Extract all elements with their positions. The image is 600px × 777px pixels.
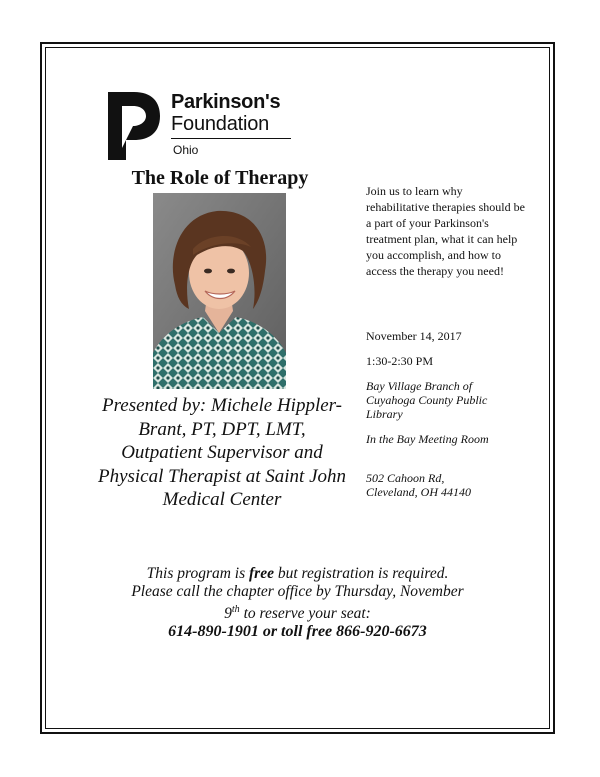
footer-line-1	[60, 565, 535, 583]
foundation-logo-icon	[104, 86, 164, 160]
event-address	[366, 471, 516, 499]
event-room: In the Bay Meeting Room	[366, 432, 489, 446]
footer-deadline-day: 9	[224, 605, 232, 623]
footer-free-emphasis: free	[249, 565, 274, 582]
event-time: 1:30-2:30 PM	[366, 354, 434, 368]
phone-numbers: 614-890-1901 or toll free 866-920-6673	[168, 623, 427, 641]
logo-name: Parkinson's	[171, 91, 281, 113]
address-line-2: Cleveland, OH 44140	[366, 485, 471, 499]
presenter-photo	[153, 193, 286, 389]
presenter-portrait-image	[153, 193, 286, 389]
logo-subtitle: Foundation	[171, 113, 270, 135]
presenter-credit: Presented by: Michele Hippler-Brant, PT, DPT, LMT, Outpatient Supervisor and Physical Therapist at Saint John Medical Center	[97, 395, 347, 510]
event-intro	[366, 183, 526, 279]
event-date: November 14, 2017	[366, 329, 462, 343]
footer-line-3-rest: to reserve your seat:	[239, 605, 371, 623]
intro-text: Join us to learn why rehabilitative therapies should be a part of your Parkinson's treatment plan, what it can help you accomplish, and how to access the therapy you need!	[366, 184, 525, 278]
footer-line-1-post: but registration is required.	[273, 565, 449, 582]
footer-deadline-suffix: th	[231, 604, 240, 615]
registration-notice	[60, 565, 535, 641]
logo-divider	[171, 138, 291, 139]
footer-line-1-pre: This program is	[146, 565, 250, 582]
address-line-1: 502 Cahoon Rd,	[366, 471, 445, 485]
logo-region: Ohio	[173, 143, 199, 157]
event-venue: Bay Village Branch of Cuyahoga County Public Library	[366, 379, 488, 421]
parkinsons-foundation-logo	[104, 86, 324, 166]
footer-line-3	[60, 601, 535, 623]
footer-line-2: Please call the chapter office by Thursday, November	[131, 583, 464, 600]
page-title: The Role of Therapy	[131, 167, 309, 189]
